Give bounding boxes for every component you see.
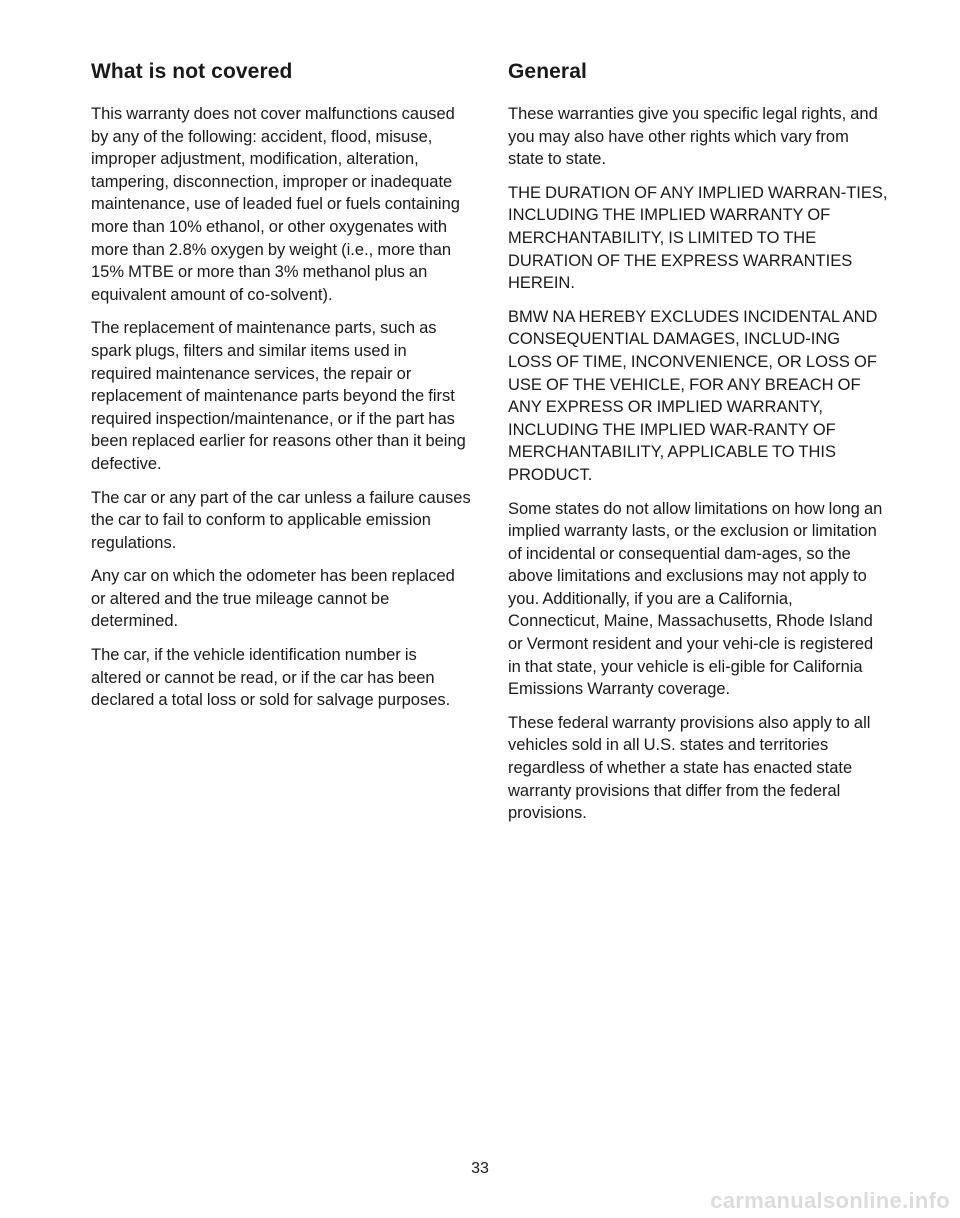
paragraph: The replacement of maintenance parts, such as spark plugs, filters and similar items used in required maintenance services, the repair or replacement of maintenance parts beyond the first required inspection/maintenance, or if the part has been replaced earlier for reasons other than it being defective. [91,319,466,473]
section-heading-general: General [508,60,587,83]
section-heading-what-is-not-covered: What is not covered [91,60,293,83]
right-column [508,58,888,836]
page-number: 33 [471,1160,489,1177]
paragraph: BMW NA HEREBY EXCLUDES INCIDENTAL AND CONSEQUENTIAL DAMAGES, INCLUD-ING LOSS OF TIME, INCONVENIENCE, OR LOSS OF USE OF THE VEHICLE, FOR ANY BREACH OF ANY EXPRESS OR IMPLIED WARRANTY, INCLUDING THE IMPLIED WAR-RANTY OF MERCHANTABILITY, APPLICABLE TO THIS PRODUCT. [508,307,878,484]
paragraph: This warranty does not cover malfunctions caused by any of the following: accident, flood, misuse, improper adjustment, modification, alteration, tampering, disconnection, improper or inadequate maintenance, use of leaded fuel or fuels containing more than 10% ethanol, or other oxygenates with more than 2.8% oxygen by weight (i.e., more than 15% MTBE or more than 3% methanol plus an equivalent amount of co-solvent). [91,105,460,304]
paragraph: THE DURATION OF ANY IMPLIED WARRAN-TIES, INCLUDING THE IMPLIED WARRANTY OF MERCHANTABILITY, IS LIMITED TO THE DURATION OF THE EXPRESS WARRANTIES HEREIN. [508,183,888,293]
paragraph: Some states do not allow limitations on how long an implied warranty lasts, or the exclusion or limitation of incidental or consequential dam-ages, so the above limitations and exclusions may not apply to you. Additionally, if you are a California, Connecticut, Maine, Massachusetts, Rhode Island or Vermont resident and your vehi-cle is registered in that state, your vehicle is eli-gible for California Emissions Warranty coverage. [508,499,883,699]
watermark: carmanualsonline.info [710,1188,950,1213]
paragraph: The car, if the vehicle identification number is altered or cannot be read, or if the car has been declared a total loss or sold for salvage purposes. [91,646,451,710]
paragraph: These warranties give you specific legal rights, and you may also have other rights which vary from state to state. [508,105,878,169]
paragraph: The car or any part of the car unless a failure causes the car to fail to conform to applicable emission regulations. [91,488,471,552]
left-column [91,58,471,723]
paragraph: These federal warranty provisions also apply to all vehicles sold in all U.S. states and territories regardless of whether a state has enacted state warranty provisions that differ from the federal provisions. [508,713,871,823]
paragraph: Any car on which the odometer has been replaced or altered and the true mileage cannot be determined. [91,567,455,631]
